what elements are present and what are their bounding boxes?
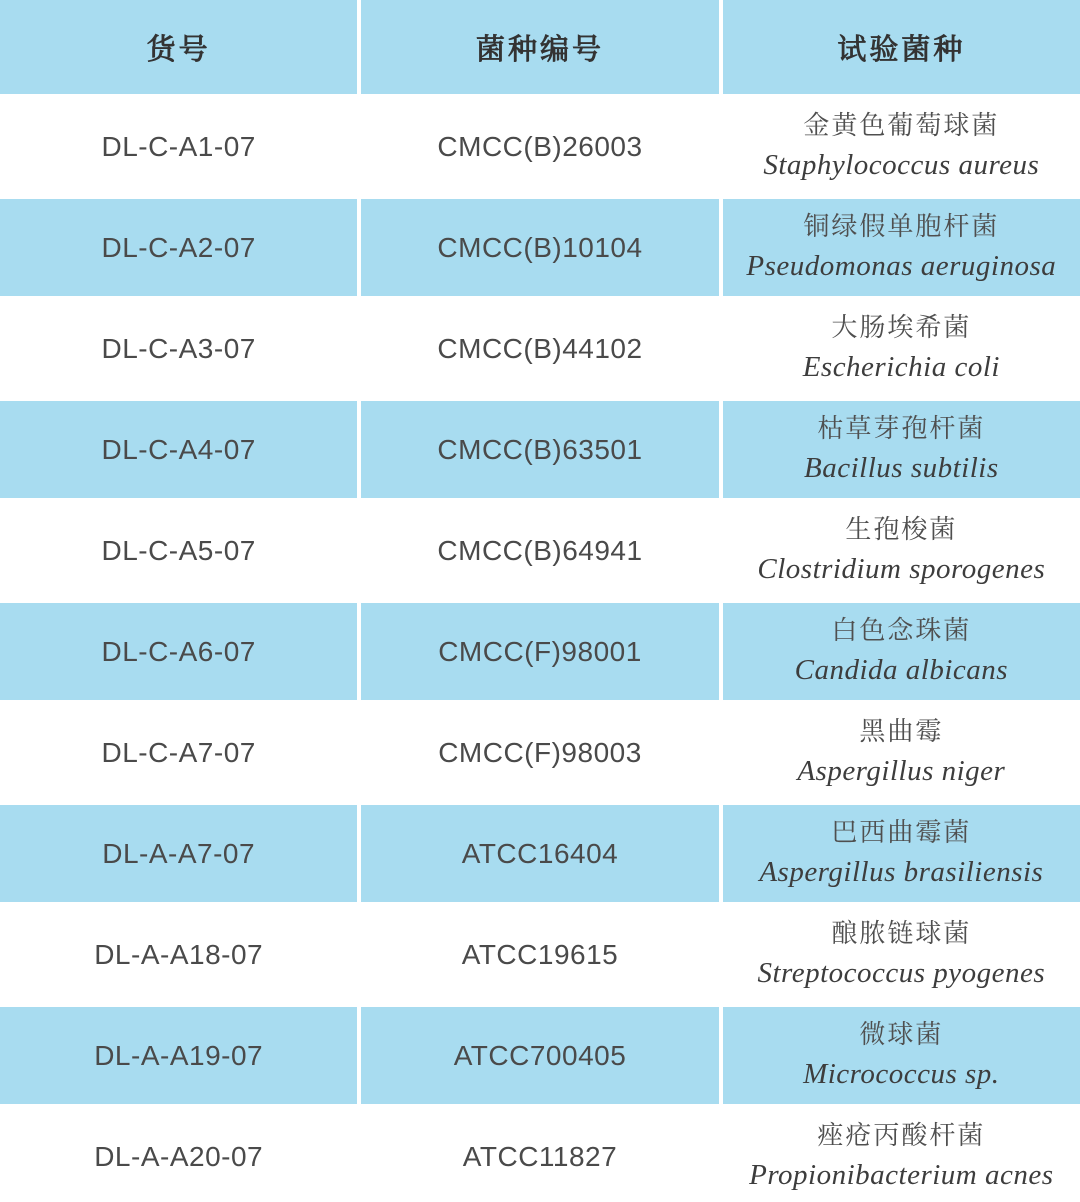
strain-name-latin: Aspergillus brasiliensis <box>759 856 1044 889</box>
strain-name-latin: Candida albicans <box>794 654 1009 687</box>
strain-name-latin: Propionibacterium acnes <box>749 1159 1054 1192</box>
header-cell-strain-code: 菌种编号 <box>361 0 718 94</box>
cell-strain-code: CMCC(B)10104 <box>361 199 718 296</box>
strain-name-latin: Clostridium sporogenes <box>757 553 1046 586</box>
strain-name-latin: Micrococcus sp. <box>803 1058 1000 1091</box>
cell-item-no: DL-A-A19-07 <box>0 1007 357 1104</box>
cell-test-strain <box>723 502 1080 599</box>
cell-test-strain <box>723 98 1080 195</box>
header-cell-item-no: 货号 <box>0 0 357 94</box>
cell-strain-code: ATCC700405 <box>361 1007 718 1104</box>
strain-name-latin: Staphylococcus aureus <box>763 149 1040 182</box>
strain-name-cn: 痤疮丙酸杆菌 <box>817 1119 986 1150</box>
strain-name-cn: 铜绿假单胞杆菌 <box>803 210 1000 241</box>
cell-strain-code: ATCC11827 <box>361 1108 718 1202</box>
strain-name-cn: 微球菌 <box>859 1018 944 1049</box>
strain-name-cn: 大肠埃希菌 <box>831 311 972 342</box>
cell-test-strain <box>723 805 1080 902</box>
cell-strain-code: CMCC(B)63501 <box>361 401 718 498</box>
cell-item-no: DL-A-A18-07 <box>0 906 357 1003</box>
cell-item-no: DL-A-A7-07 <box>0 805 357 902</box>
cell-test-strain <box>723 199 1080 296</box>
cell-item-no: DL-A-A20-07 <box>0 1108 357 1202</box>
cell-item-no: DL-C-A4-07 <box>0 401 357 498</box>
strain-name-latin: Bacillus subtilis <box>804 452 999 485</box>
cell-strain-code: ATCC16404 <box>361 805 718 902</box>
strain-name-latin: Pseudomonas aeruginosa <box>746 250 1057 283</box>
cell-item-no: DL-C-A6-07 <box>0 603 357 700</box>
strain-name-cn: 枯草芽孢杆菌 <box>817 412 986 443</box>
header-cell-test-strain: 试验菌种 <box>723 0 1080 94</box>
cell-item-no: DL-C-A3-07 <box>0 300 357 397</box>
cell-test-strain <box>723 1007 1080 1104</box>
strain-name-cn: 巴西曲霉菌 <box>831 816 972 847</box>
cell-strain-code: CMCC(F)98003 <box>361 704 718 801</box>
cell-strain-code: CMCC(B)64941 <box>361 502 718 599</box>
cell-item-no: DL-C-A7-07 <box>0 704 357 801</box>
cell-test-strain <box>723 300 1080 397</box>
cell-test-strain <box>723 603 1080 700</box>
cell-item-no: DL-C-A2-07 <box>0 199 357 296</box>
strain-name-cn: 酿脓链球菌 <box>831 917 972 948</box>
cell-strain-code: ATCC19615 <box>361 906 718 1003</box>
strain-name-latin: Escherichia coli <box>802 351 1000 384</box>
cell-item-no: DL-C-A5-07 <box>0 502 357 599</box>
cell-strain-code: CMCC(B)44102 <box>361 300 718 397</box>
strain-name-cn: 生孢梭菌 <box>845 513 958 544</box>
cell-item-no: DL-C-A1-07 <box>0 98 357 195</box>
cell-test-strain <box>723 1108 1080 1202</box>
strain-name-cn: 白色念珠菌 <box>831 614 972 645</box>
strain-name-cn: 金黄色葡萄球菌 <box>803 109 1000 140</box>
cell-strain-code: CMCC(F)98001 <box>361 603 718 700</box>
cell-test-strain <box>723 704 1080 801</box>
strain-name-latin: Aspergillus niger <box>797 755 1006 788</box>
strain-name-latin: Streptococcus pyogenes <box>757 957 1046 990</box>
cell-strain-code: CMCC(B)26003 <box>361 98 718 195</box>
cell-test-strain <box>723 401 1080 498</box>
strain-name-cn: 黑曲霉 <box>859 715 944 746</box>
cell-test-strain <box>723 906 1080 1003</box>
